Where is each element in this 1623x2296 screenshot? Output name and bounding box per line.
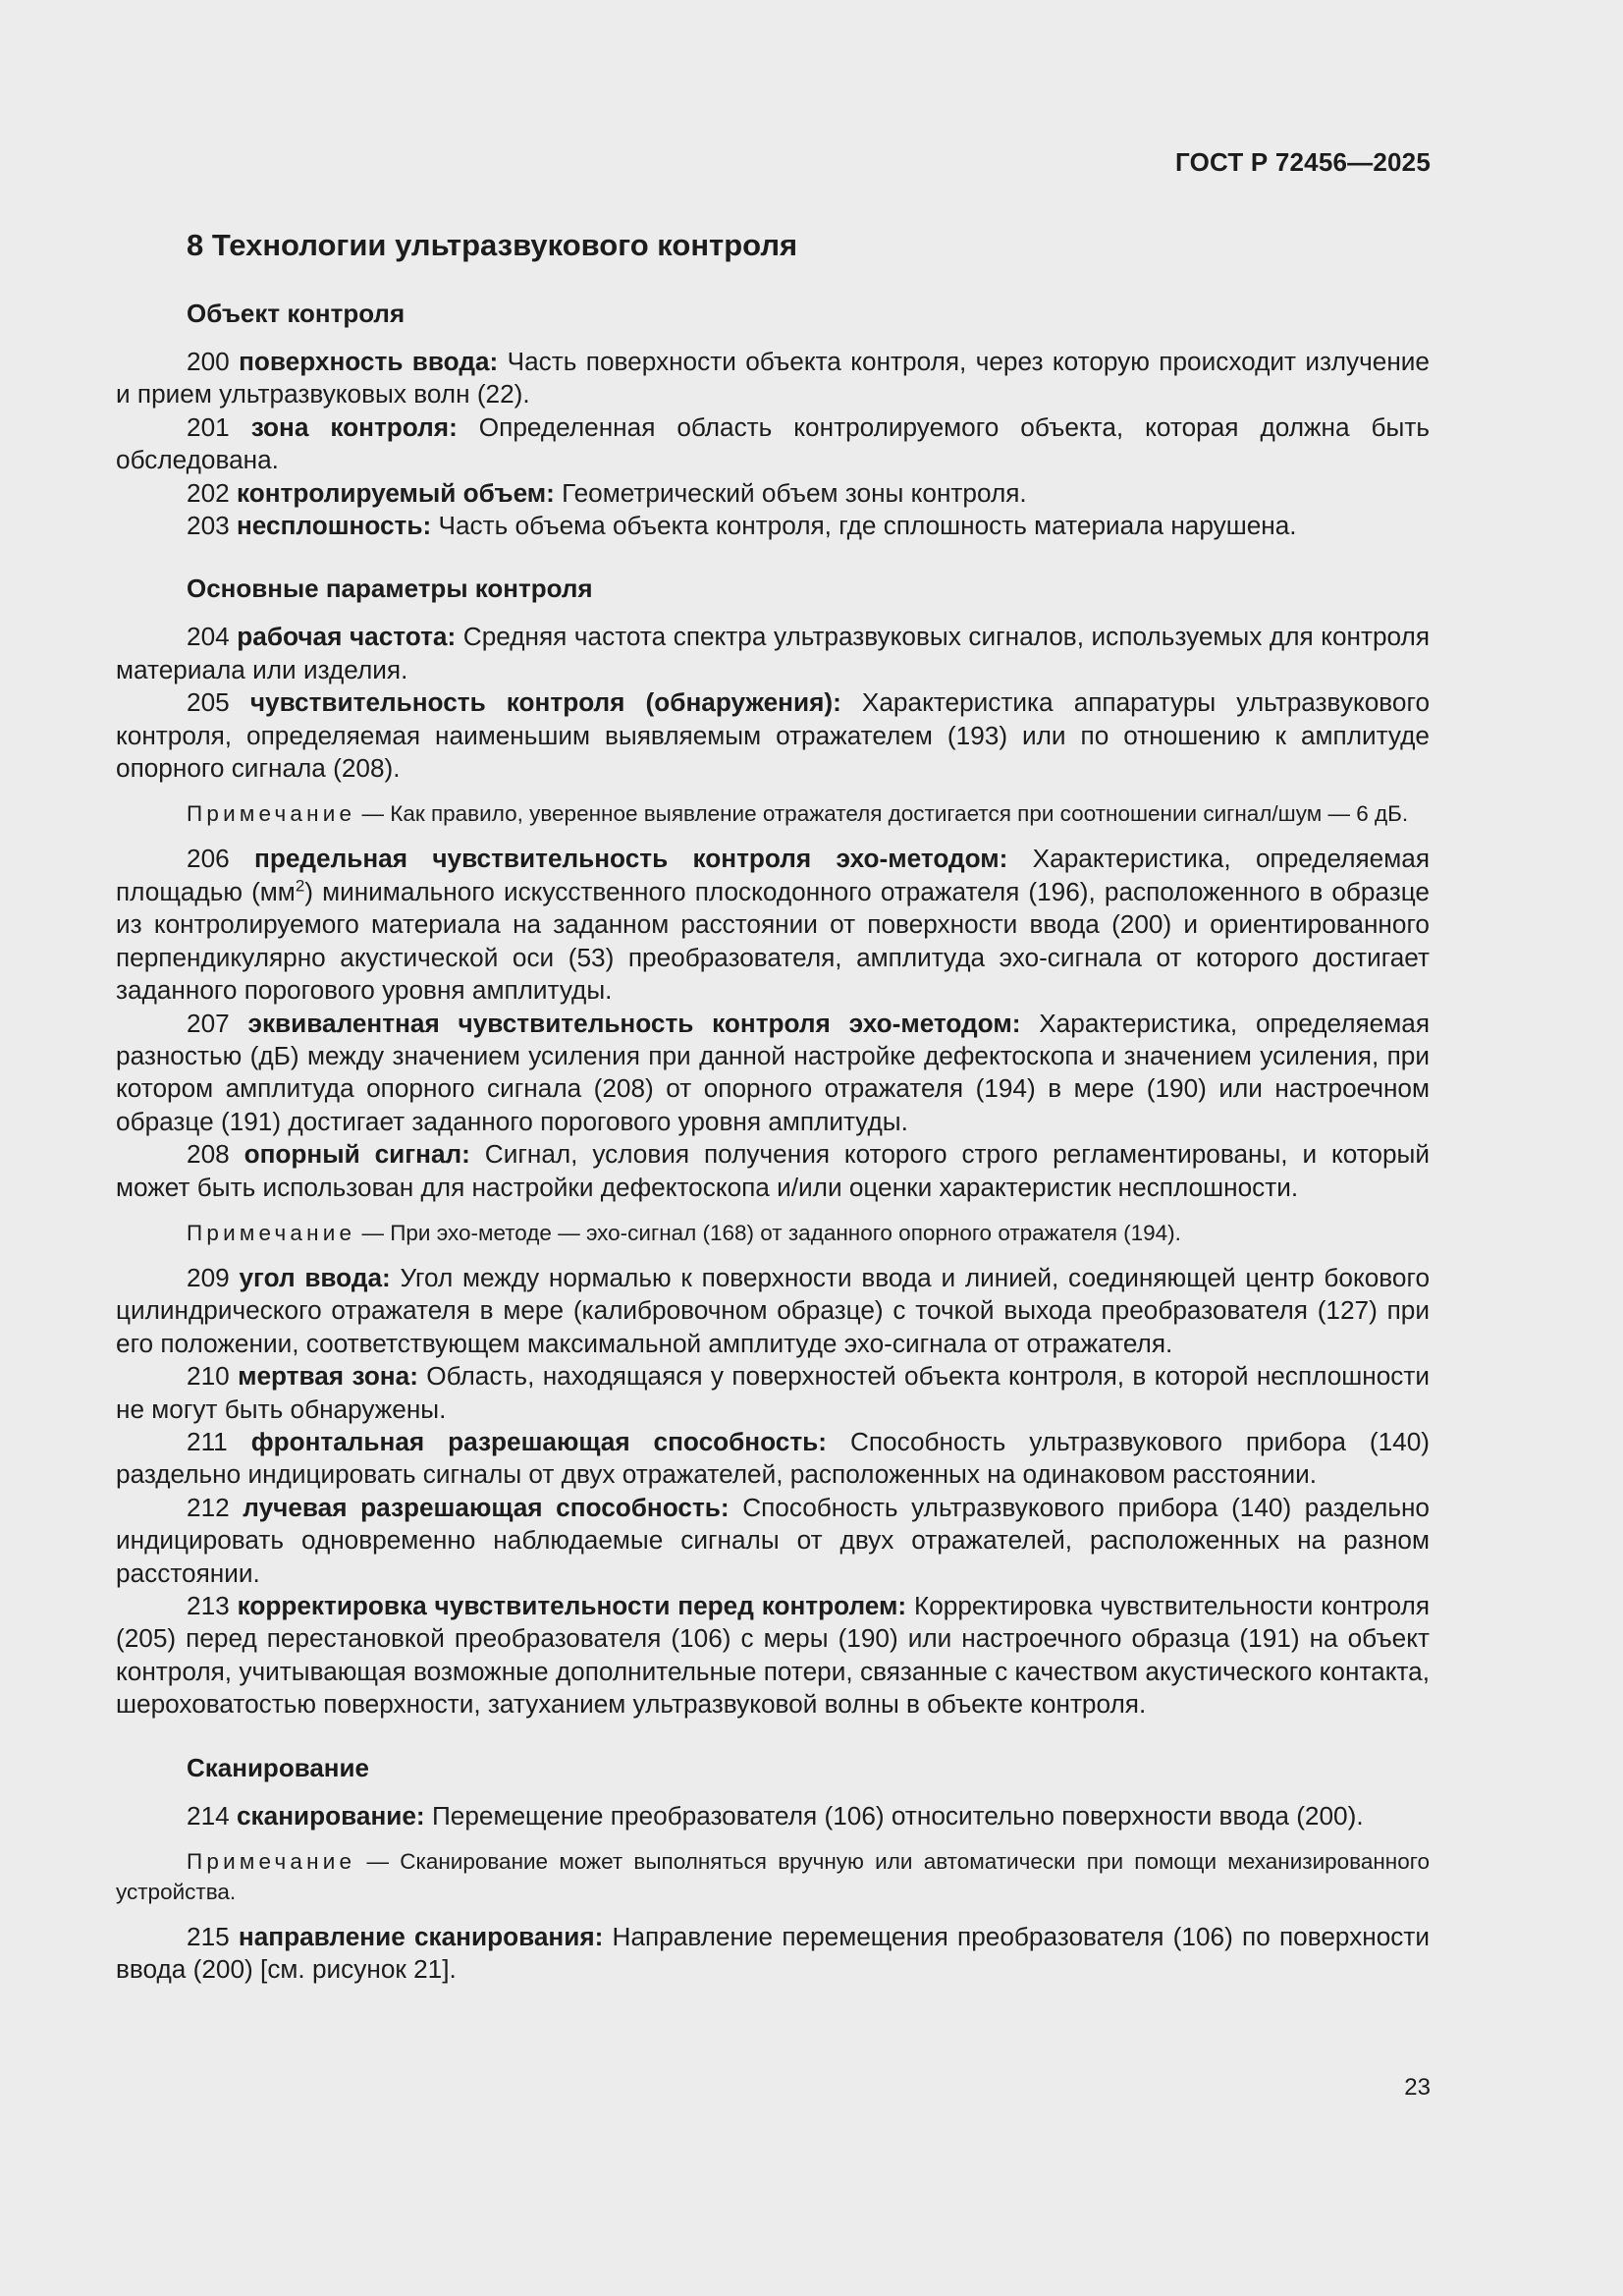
term-definition: Способность ультразвукового прибора (140) раздельно индицировать сигналы от двух отражателей, расположенных на одинаковом расстоянии. xyxy=(116,1426,1431,1490)
note-text: — Как правило, уверенное выявление отражателя достигается при соотношении сигнал/шум — 6 дБ. xyxy=(361,801,1409,827)
subsection-scanning: Сканирование xyxy=(187,1752,369,1782)
page-number: 23 xyxy=(1404,2074,1431,2101)
term-203 xyxy=(116,510,1430,542)
term-210 xyxy=(116,1360,1430,1426)
document-id-header: ГОСТ Р 72456—2025 xyxy=(1175,147,1431,177)
term-number: 204 xyxy=(187,622,230,652)
term-definition: Направление перемещения преобразователя (106) по поверхности ввода (200) [см. рисунок 21]. xyxy=(116,1922,1430,1985)
term-204 xyxy=(116,621,1430,686)
term-definition: Характеристика аппаратуры ультразвукового контроля, определяемая наименьшим выявляемым отражателем (193) или по отношению к амплитуде опорного сигнала (208). xyxy=(116,687,1431,784)
term-name: направление сканирования: xyxy=(238,1922,604,1952)
note-214 xyxy=(116,1846,1430,1907)
term-name: чувствительность контроля (обнаружения): xyxy=(249,687,841,718)
term-definition: Определенная область контролируемого объекта, которая должна быть обследована. xyxy=(116,411,1430,475)
term-number: 205 xyxy=(187,687,230,718)
note-label: Примечание xyxy=(187,801,356,827)
term-name: сканирование: xyxy=(236,1800,425,1831)
term-number: 214 xyxy=(187,1800,230,1831)
term-name: корректировка чувствительности перед контролем: xyxy=(237,1591,907,1620)
page-content xyxy=(116,218,1430,1987)
term-name: угол ввода: xyxy=(239,1262,391,1292)
term-name: несплошность: xyxy=(236,511,432,541)
term-215 xyxy=(116,1921,1430,1987)
term-number: 211 xyxy=(187,1426,228,1456)
term-number: 212 xyxy=(187,1492,230,1522)
term-name: контролируемый объем: xyxy=(236,477,555,508)
term-definition: Характеристика, определяемая разностью (дБ) между значением усиления при данной настройке дефектоскопа и значением усиления, при котором амплитуда опорного сигнала (208) от опорного отражателя (194) в мере (190) или настроечном образце (191) достигает заданного порогового уровня амплитуды. xyxy=(116,1008,1430,1136)
term-205 xyxy=(116,686,1430,785)
term-number: 207 xyxy=(187,1008,230,1038)
term-definition: Угол между нормалью к поверхности ввода и линией, соединяющей центр бокового цилиндрического отражателя в мере (калибровочном образце) с точкой выхода преобразователя (127) при его положении, соответствующем максимальной амплитуде эхо-сигнала от отражателя. xyxy=(116,1262,1431,1358)
term-name: лучевая разрешающая способность: xyxy=(243,1492,730,1522)
subsection-object: Объект контроля xyxy=(187,299,406,328)
term-number: 202 xyxy=(187,477,230,508)
term-name: опорный сигнал: xyxy=(243,1139,470,1170)
note-label: Примечание xyxy=(187,1849,356,1875)
subsection-params: Основные параметры контроля xyxy=(187,574,593,604)
term-200 xyxy=(116,346,1430,411)
term-number: 215 xyxy=(187,1922,230,1952)
term-definition: Способность ультразвукового прибора (140) раздельно индицировать одновременно наблюдаемые сигналы от двух отражателей, расположенных на разном расстоянии. xyxy=(116,1492,1430,1588)
term-number: 206 xyxy=(187,844,230,874)
term-definition: Область, находящаяся у поверхностей объекта контроля, в которой несплошности не могут быть обнаружены. xyxy=(116,1361,1431,1424)
term-number: 201 xyxy=(187,411,230,442)
term-definition: Средняя частота спектра ультразвуковых сигналов, используемых для контроля материала или изделия. xyxy=(116,622,1430,684)
term-name: эквивалентная чувствительность контроля эхо-методом: xyxy=(247,1008,1021,1038)
term-211 xyxy=(116,1426,1430,1492)
term-number: 209 xyxy=(187,1262,230,1292)
term-name: фронтальная разрешающая способность: xyxy=(250,1426,827,1456)
term-name: поверхность ввода: xyxy=(239,347,499,376)
term-name: предельная чувствительность контроля эхо-методом: xyxy=(254,844,1008,874)
superscript-2: 2 xyxy=(295,876,305,896)
term-definition: Геометрический объем зоны контроля. xyxy=(562,477,1027,508)
term-212 xyxy=(116,1492,1430,1590)
term-208 xyxy=(116,1138,1430,1204)
term-213 xyxy=(116,1590,1430,1722)
term-name: рабочая частота: xyxy=(237,622,457,652)
term-name: мертвая зона: xyxy=(238,1361,418,1392)
term-209 xyxy=(116,1262,1430,1360)
term-number: 203 xyxy=(187,511,230,541)
note-text: — При эхо-методе — эхо-сигнал (168) от заданного опорного отражателя (194). xyxy=(361,1220,1181,1245)
note-205 xyxy=(116,798,1430,829)
term-definition-part-a: Характеристика, определяемая площадью (мм xyxy=(116,844,1430,906)
term-202 xyxy=(116,477,1430,510)
note-label: Примечание xyxy=(187,1220,356,1245)
term-207 xyxy=(116,1008,1430,1139)
term-definition: Сигнал, условия получения которого строго регламентированы, и который может быть использован для настройки дефектоскопа и/или оценки характеристик несплошности. xyxy=(116,1139,1430,1202)
term-name: зона контроля: xyxy=(250,411,458,442)
term-definition: Часть объема объекта контроля, где сплошность материала нарушена. xyxy=(438,511,1297,541)
note-text: — Сканирование может выполняться вручную или автоматически при помощи механизированного устройства. xyxy=(116,1849,1430,1905)
term-definition: Корректировка чувствительности контроля (205) перед перестановкой преобразователя (106) с меры (190) или настроечного образца (191) на объект контроля, учитывающая возможные дополнительные потери, связанные с качеством акустического контакта, шероховатостью поверхности, затуханием ультразвуковой волны в объекте контроля. xyxy=(116,1591,1431,1720)
term-number: 213 xyxy=(187,1591,230,1620)
term-definition-part-b: ) минимального искусственного плоскодонного отражателя (196), расположенного в образце из контролируемого материала на заданном расстоянии от поверхности ввода (200) и ориентированного перпендикулярно акустической оси (53) преобразователя, амплитуда эхо-сигнала от которого достигает заданного порогового уровня амплитуды. xyxy=(116,876,1430,1006)
term-number: 200 xyxy=(187,347,230,376)
term-number: 210 xyxy=(187,1361,230,1392)
term-number: 208 xyxy=(187,1139,230,1170)
note-208 xyxy=(116,1218,1430,1248)
term-definition: Перемещение преобразователя (106) относительно поверхности ввода (200). xyxy=(431,1800,1364,1831)
section-title: 8 Технологии ультразвукового контроля xyxy=(187,228,798,262)
term-214 xyxy=(116,1800,1430,1832)
term-206 xyxy=(116,843,1430,1007)
term-201 xyxy=(116,411,1430,477)
term-definition: Часть поверхности объекта контроля, через которую происходит излучение и прием ультразвуковых волн (22). xyxy=(116,347,1430,410)
